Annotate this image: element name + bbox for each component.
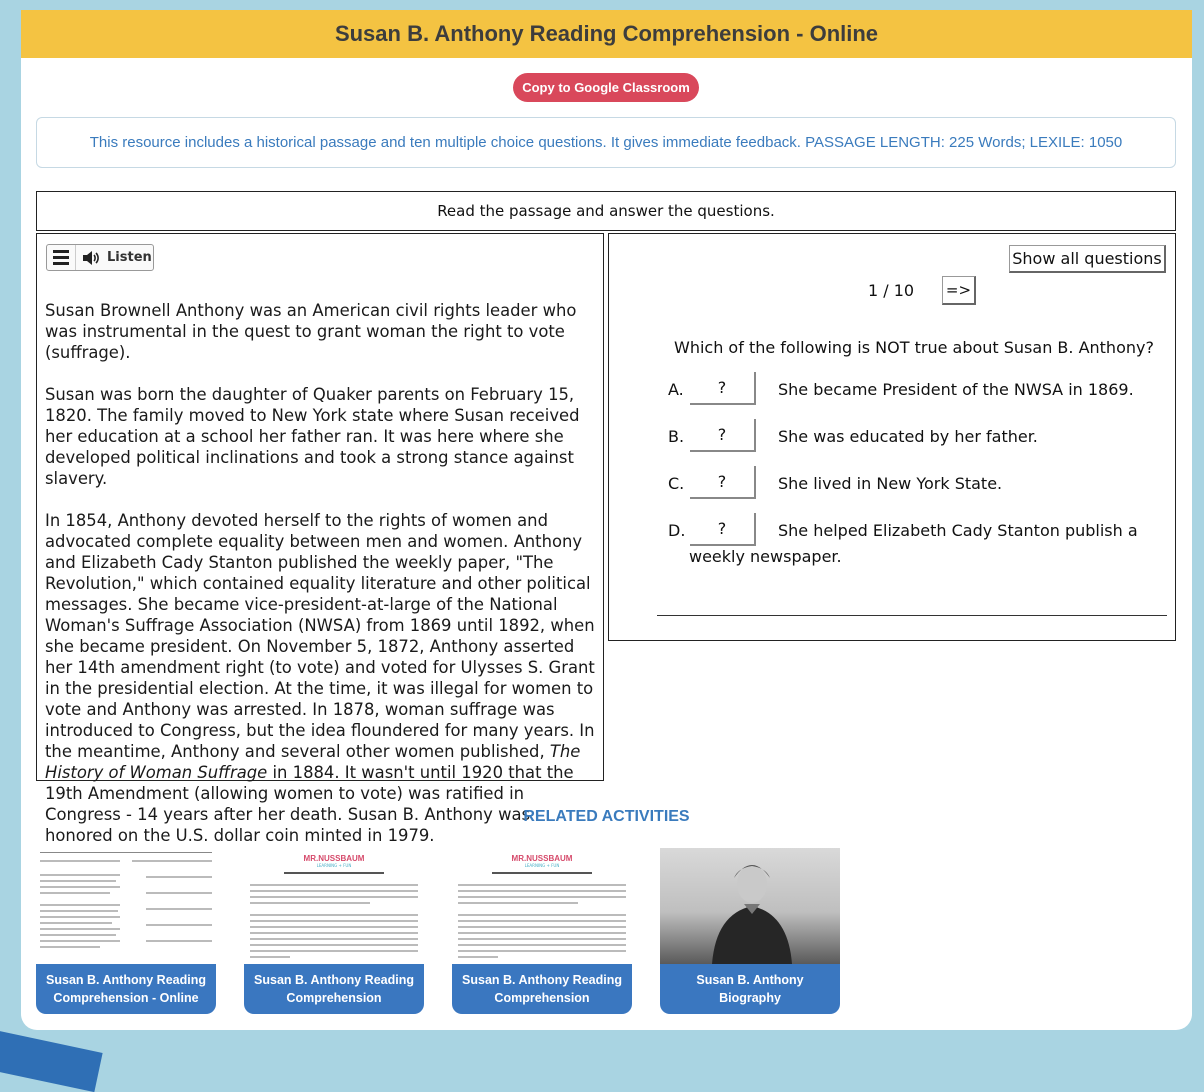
related-activity-card[interactable]	[244, 848, 424, 1014]
main-card	[21, 10, 1192, 1030]
background-stripe	[0, 1024, 103, 1092]
passage-paragraph-2: Susan was born the daughter of Quaker parents on February 15, 1820. The family moved to New York state where Susan received her education at a school her father ran. It was here where she developed political inclinations and took a strong stance against slavery.	[45, 385, 580, 488]
activity-thumbnail	[452, 848, 632, 964]
menu-icon[interactable]	[47, 245, 76, 270]
question-counter: 1 / 10	[868, 281, 915, 300]
passage-paragraph-1: Susan Brownell Anthony was an American civil rights leader who was instrumental in the quest to grant woman the right to vote (suffrage).	[45, 301, 577, 362]
option-d-answer-button[interactable]: ?	[690, 513, 756, 546]
logo: MR.NUSSBAUM	[511, 854, 573, 863]
listen-widget[interactable]	[46, 244, 154, 271]
page-title: Susan B. Anthony Reading Comprehension - Online	[334, 21, 879, 46]
passage-text	[45, 300, 597, 867]
page-header	[21, 10, 1192, 58]
passage-paragraph-3	[45, 510, 597, 846]
next-question-button[interactable]: =>	[942, 276, 976, 305]
related-activity-card[interactable]	[36, 848, 216, 1014]
related-activities-title: RELATED ACTIVITIES	[523, 808, 690, 825]
logo-tagline: LEARNING + FUN	[316, 863, 352, 868]
passage-panel[interactable]	[36, 233, 604, 845]
activity-label[interactable]: Susan B. Anthony Reading Comprehension - Online	[36, 964, 216, 1014]
option-letter: A.	[668, 380, 684, 399]
option-c-text: She lived in New York State.	[778, 474, 1003, 493]
activity-label[interactable]: Susan B. Anthony Reading Comprehension	[452, 964, 632, 1014]
speaker-icon	[82, 251, 100, 265]
portrait-image	[660, 848, 840, 964]
activity-label[interactable]: Susan B. Anthony Reading Comprehension	[244, 964, 424, 1014]
show-all-questions-button[interactable]: Show all questions	[1009, 245, 1166, 273]
option-letter: B.	[668, 427, 685, 446]
divider	[657, 615, 1167, 616]
question-panel	[608, 233, 1176, 641]
option-letter: D.	[668, 521, 686, 540]
option-b-text: She was educated by her father.	[778, 427, 1038, 446]
option-letter: C.	[668, 474, 685, 493]
related-activity-card[interactable]	[660, 848, 840, 1014]
copy-to-google-classroom-button[interactable]: Copy to Google Classroom	[513, 73, 699, 102]
resource-description: This resource includes a historical passage and ten multiple choice questions. It gives immediate feedback. PASSAGE LENGTH: 225 Words; LEXILE: 1050	[36, 117, 1176, 168]
logo-tagline: LEARNING + FUN	[524, 863, 560, 868]
option-a-text: She became President of the NWSA in 1869.	[778, 380, 1134, 399]
passage-paragraph-3-part-2: in 1884. It wasn't until 1920 that the 19th Amendment (allowing women to vote) was ratified in Congress - 14 years after her death. Susan B. Anthony was honored on the U.S. dollar coin minted in 1979.	[45, 763, 574, 845]
option-d-text: She helped Elizabeth Cady Stanton publish a	[778, 521, 1138, 540]
logo: MR.NUSSBAUM	[303, 854, 365, 863]
listen-label: Listen	[107, 250, 152, 265]
instruction-bar: Read the passage and answer the questions.	[36, 191, 1176, 231]
question-text: Which of the following is NOT true about Susan B. Anthony?	[674, 338, 1154, 357]
option-a-answer-button[interactable]: ?	[690, 372, 756, 405]
activity-thumbnail	[36, 848, 216, 964]
related-activity-card[interactable]	[452, 848, 632, 1014]
book-title: The History of Woman Suffrage	[45, 742, 581, 782]
option-c-answer-button[interactable]: ?	[690, 466, 756, 499]
activity-thumbnail	[244, 848, 424, 964]
option-b-answer-button[interactable]: ?	[690, 419, 756, 452]
option-d-text-continued: weekly newspaper.	[689, 547, 842, 566]
passage-paragraph-3-part-1: In 1854, Anthony devoted herself to the rights of women and advocated complete equality between men and women. Anthony and Elizabeth Cady Stanton published the weekly paper, "The Revolution," which contained equality literature and other political messages. She became vice-president-at-large of the National Woman's Suffrage Association (NWSA) from 1869 until 1892, when she became president. On November 5, 1872, Anthony asserted her 14th amendment right (to vote) and voted for Ulysses S. Grant in the presidential election. At the time, it was illegal for women to vote and Anthony was arrested. In 1878, woman suffrage was introduced to Congress, but the idea floundered for many years. In the meantime, Anthony and several other women published,	[45, 511, 595, 761]
activity-label[interactable]: Susan B. Anthony Biography	[660, 964, 840, 1014]
